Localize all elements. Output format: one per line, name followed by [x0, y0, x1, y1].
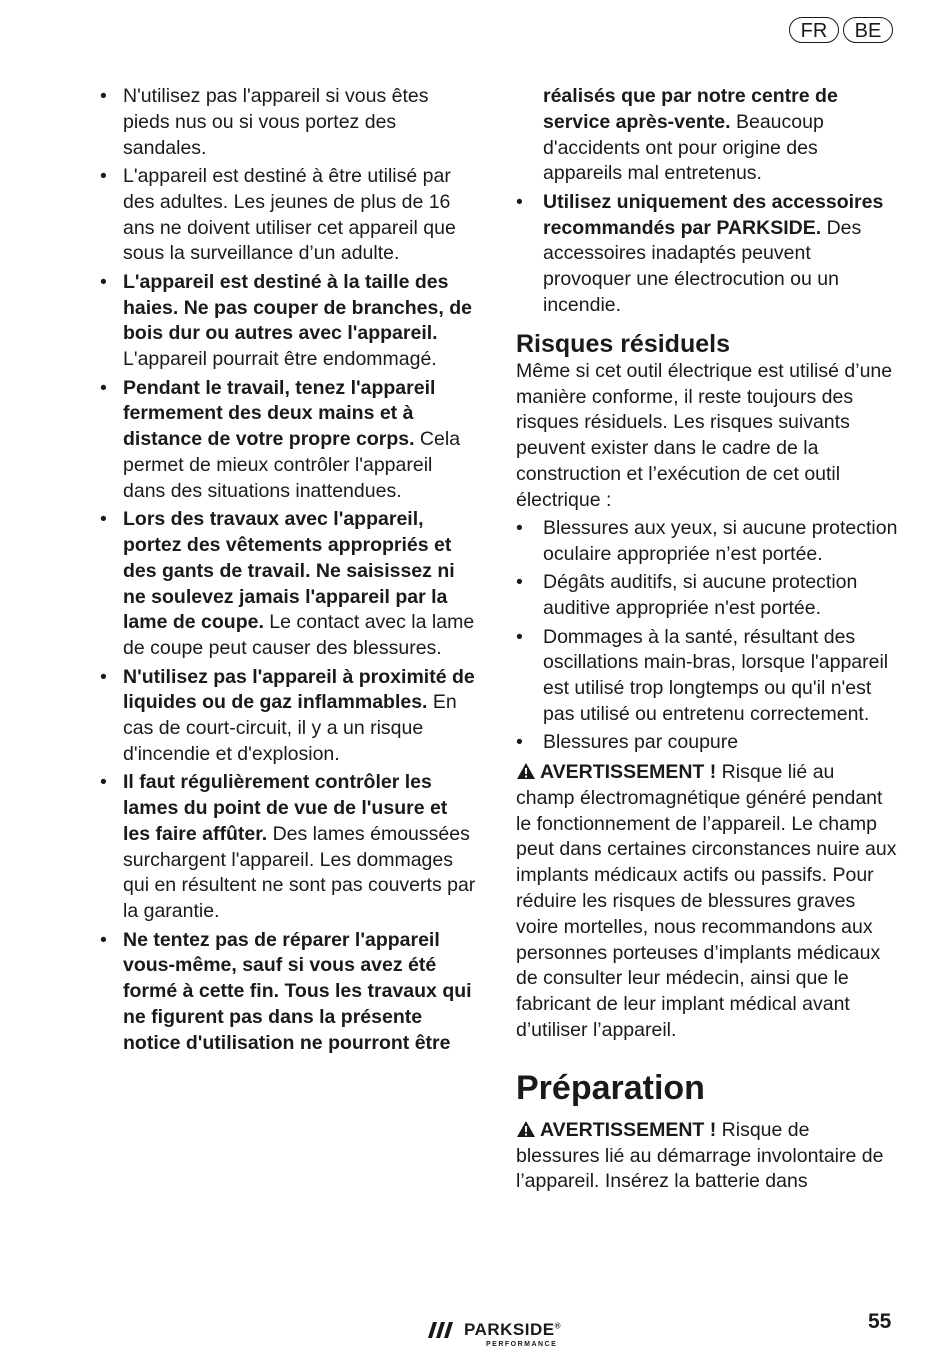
item-text: Des lames émoussées surchargent l'appareil. Les dommages qui en résultent ne sont pas couverts par la garantie.	[123, 822, 476, 923]
bullet-icon: •	[100, 771, 107, 794]
safety-list	[100, 84, 478, 1057]
bullet-icon: •	[100, 85, 107, 107]
bullet-icon: •	[100, 928, 107, 951]
bullet-icon: •	[100, 270, 107, 293]
item-bold-text: Pendant le travail, tenez l'appareil fermement des deux mains et à distance de votre propre corps.	[123, 376, 436, 451]
bullet-icon: •	[100, 508, 107, 531]
item-bold-text: Il faut régulièrement contrôler les lames du point de vue de l'usure et les faire affûter.	[123, 771, 448, 845]
list-item	[516, 570, 898, 622]
warning-label: AVERTISSEMENT !	[540, 761, 717, 784]
accessories-list	[516, 190, 898, 319]
preparation-heading: Préparation	[516, 1068, 705, 1107]
bullet-icon: •	[516, 625, 523, 648]
item-text: Le contact avec la lame de coupe peut causer des blessures.	[123, 611, 475, 660]
list-item	[100, 770, 478, 925]
page-number: 55	[868, 1310, 892, 1333]
item-bold-text: L'appareil est destiné à la taille des haies. Ne pas couper de branches, de bois dur ou autres avec l'appareil.	[123, 270, 472, 345]
list-item	[100, 84, 478, 161]
list-item	[100, 270, 478, 373]
item-text: Des accessoires inadaptés peuvent provoquer une électrocution ou un incendie.	[543, 216, 862, 316]
bullet-icon: •	[100, 376, 107, 399]
list-item	[100, 164, 478, 267]
list-item	[516, 625, 898, 728]
residual-risks-intro: Même si cet outil électrique est utilisé d’une manière conforme, il reste toujours des risques résiduels. Les risques suivants peuvent exister dans le cadre de la construction et l’exécution de cet outil électrique :	[516, 359, 893, 511]
bullet-icon: •	[516, 571, 523, 594]
list-item	[516, 730, 898, 756]
item-text: Blessures aux yeux, si aucune protection oculaire appropriée n’est portée.	[543, 517, 898, 565]
warning-startup	[516, 1118, 898, 1195]
item-text: L'appareil pourrait être endommagé.	[123, 348, 437, 371]
list-item	[100, 507, 478, 662]
item-text: N'utilisez pas l'appareil si vous êtes pieds nus ou si vous portez des sandales.	[123, 85, 429, 159]
bullet-icon: •	[516, 731, 523, 754]
item-text: En cas de court-circuit, il y a un risque d'incendie et d'explosion.	[123, 691, 457, 765]
continued-text: Beaucoup d'accidents ont pour origine des appareils mal entretenus.	[543, 110, 824, 185]
brand-logo-text: PARKSIDE®	[464, 1320, 561, 1339]
list-item	[516, 516, 898, 568]
continued-bold-text: réalisés que par notre centre de service après-vente.	[543, 85, 838, 133]
parkside-slashes-icon	[428, 1322, 456, 1338]
bullet-icon: •	[516, 517, 523, 540]
right-column	[516, 84, 898, 1198]
list-item	[516, 190, 898, 319]
warning-triangle-icon	[516, 762, 536, 780]
warning-label: AVERTISSEMENT !	[540, 1118, 717, 1141]
continued-list-item	[516, 84, 898, 187]
brand-subtitle: PERFORMANCE	[486, 1341, 558, 1348]
item-text: L'appareil est destiné à être utilisé par des adultes. Les jeunes de plus de 16 ans ne doivent utiliser cet appareil que sous la surveillance d’un adulte.	[123, 164, 456, 265]
warning-triangle-icon	[516, 1120, 536, 1138]
item-bold-text: Ne tentez pas de réparer l'appareil vous-même, sauf si vous avez été formé à cette fin. Tous les travaux qui ne figurent pas dans la présente notice d'utilisation ne pourront être	[123, 928, 472, 1054]
item-text: Blessures par coupure	[543, 731, 739, 754]
item-text: Cela permet de mieux contrôler l'appareil dans des situations inattendues.	[123, 428, 461, 502]
list-item	[100, 665, 478, 768]
item-text: Dommages à la santé, résultant des oscillations main-bras, lorsque l'appareil est utilisé trop longtemps ou qu'il n'est pas utilisé ou entretenu correctement.	[543, 625, 889, 725]
warning-text: Risque de blessures lié au démarrage involontaire de l’appareil. Insérez la batterie dans	[516, 1118, 884, 1193]
residual-risks-heading: Risques résiduels	[516, 329, 730, 358]
warning-text: Risque lié au champ électromagnétique généré pendant le fonctionnement de l’appareil. Le champ peut dans certaines circonstances nuire aux implants médicaux actifs ou passifs. Pour réduire les risques de blessures graves voire mortelles, nous recommandons aux personnes porteuses d’implants médicaux de consulter leur médecin, ainsi que le fabricant de leur implant médical avant d’utiliser l’appareil.	[516, 761, 897, 1042]
bullet-icon: •	[100, 164, 107, 187]
item-bold-text: N'utilisez pas l'appareil à proximité de liquides ou de gaz inflammables.	[123, 665, 475, 714]
item-text: Dégâts auditifs, si aucune protection auditive appropriée n'est portée.	[543, 571, 858, 620]
left-column	[100, 84, 478, 1059]
list-item	[100, 928, 478, 1057]
warning-em-field	[516, 760, 898, 1044]
residual-risks-list	[516, 516, 898, 756]
language-badge-fr: FR	[789, 17, 839, 43]
bullet-icon: •	[100, 665, 107, 688]
bullet-icon: •	[516, 190, 523, 213]
language-badge-be: BE	[843, 17, 893, 43]
item-bold-text: Utilisez uniquement des accessoires recommandés par PARKSIDE.	[543, 190, 884, 239]
list-item	[100, 376, 478, 505]
item-bold-text: Lors des travaux avec l'appareil, portez des vêtements appropriés et des gants de travail. Ne saisissez ni ne soulevez jamais l'appareil par la lame de coupe.	[123, 508, 455, 634]
